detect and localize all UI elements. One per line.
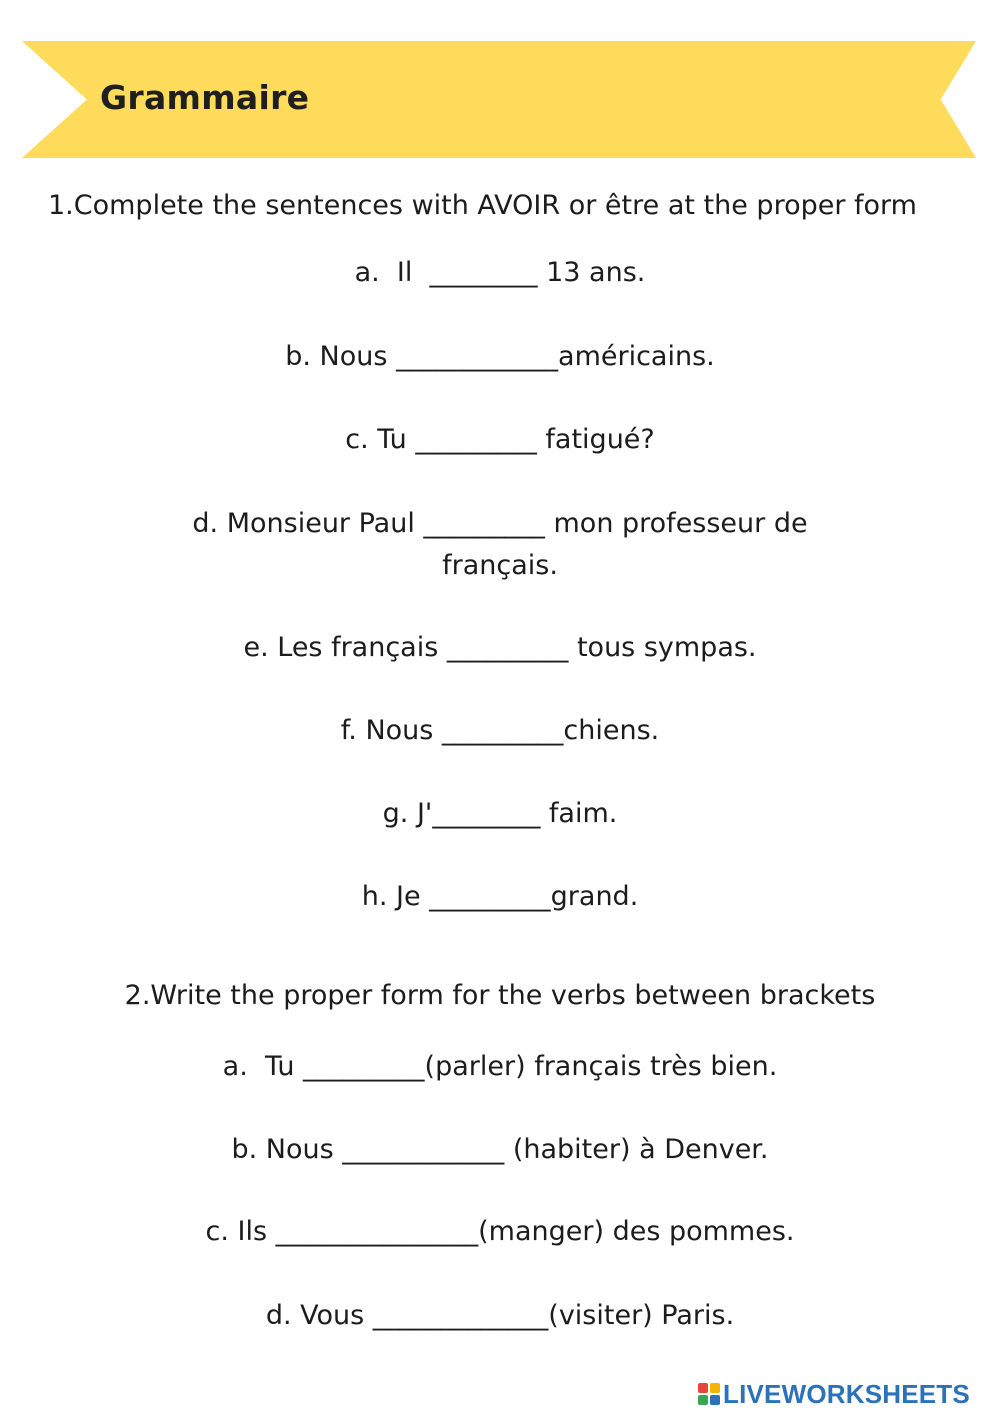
section-1-heading: 1.Complete the sentences with AVOIR or être at the proper form <box>48 190 917 221</box>
exercise-2c: c. Ils _______________(manger) des pommes. <box>205 1216 795 1247</box>
exercise-2b: b. Nous ____________ (habiter) à Denver. <box>231 1134 769 1165</box>
exercise-1f: f. Nous _________chiens. <box>340 715 660 746</box>
footer-logo <box>698 1378 970 1410</box>
exercise-1d-continued: français. <box>442 550 558 581</box>
page-title: Grammaire <box>100 78 310 117</box>
exercise-1h: h. Je _________grand. <box>361 881 639 912</box>
footer-brand: LIVEWORKSHEETS <box>723 1378 970 1409</box>
liveworksheets-logo-icon <box>698 1383 720 1405</box>
exercise-2d: d. Vous _____________(visiter) Paris. <box>265 1300 735 1331</box>
exercise-1g: g. J'________ faim. <box>382 798 618 829</box>
exercise-1e: e. Les français _________ tous sympas. <box>243 632 757 663</box>
section-2-heading: 2.Write the proper form for the verbs between brackets <box>124 980 876 1011</box>
exercise-2a: a. Tu _________(parler) français très bien. <box>222 1051 778 1082</box>
exercise-1c: c. Tu _________ fatigué? <box>345 424 655 455</box>
exercise-1a: a. Il ________ 13 ans. <box>354 257 646 288</box>
exercise-1b: b. Nous ____________américains. <box>285 341 715 372</box>
exercise-1d: d. Monsieur Paul _________ mon professeur de <box>192 508 808 539</box>
